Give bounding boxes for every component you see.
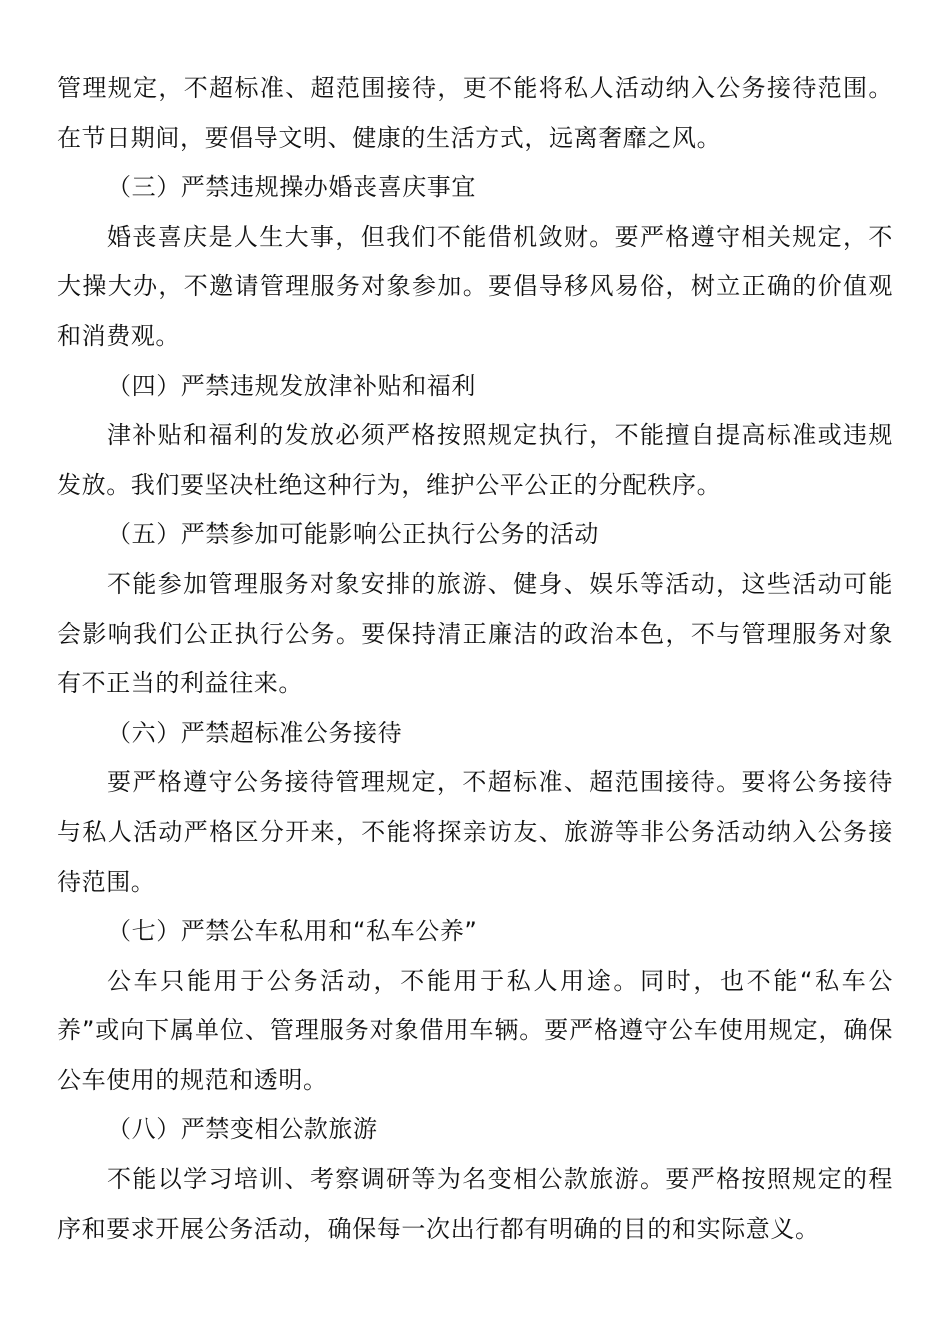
section-heading-6: （六）严禁超标准公务接待 <box>107 718 403 747</box>
section-heading-3: （三）严禁违规操办婚丧喜庆事宜 <box>107 173 476 202</box>
section-body-7: 公车只能用于公务活动，不能用于私人用途。同时，也不能“私车公养”或向下属单位、管理服务对象借用车辆。要严格遵守公车使用规定，确保公车使用的规范和透明。 <box>57 966 893 1094</box>
section-body-3: 婚丧喜庆是人生大事，但我们不能借机敛财。要严格遵守相关规定，不大操大办，不邀请管理服务对象参加。要倡导移风易俗，树立正确的价值观和消费观。 <box>57 222 893 350</box>
section-body-4: 津补贴和福利的发放必须严格按照规定执行，不能擅自提高标准或违规发放。我们要坚决杜绝这种行为，维护公平公正的分配秩序。 <box>57 421 893 499</box>
intro-paragraph: 管理规定，不超标准、超范围接待，更不能将私人活动纳入公务接待范围。在节日期间，要倡导文明、健康的生活方式，远离奢靡之风。 <box>57 74 893 152</box>
section-heading-5: （五）严禁参加可能影响公正执行公务的活动 <box>107 520 599 549</box>
section-heading-4: （四）严禁违规发放津补贴和福利 <box>107 371 476 400</box>
document-page <box>57 64 893 1254</box>
section-body-5: 不能参加管理服务对象安排的旅游、健身、娱乐等活动，这些活动可能会影响我们公正执行公务。要保持清正廉洁的政治本色，不与管理服务对象有不正当的利益往来。 <box>57 569 893 698</box>
section-body-8: 不能以学习培训、考察调研等为名变相公款旅游。要严格按照规定的程序和要求开展公务活动，确保每一次出行都有明确的目的和实际意义。 <box>57 1165 893 1243</box>
section-heading-7: （七）严禁公车私用和“私车公养” <box>107 917 478 946</box>
section-heading-8: （八）严禁变相公款旅游 <box>107 1115 378 1144</box>
section-body-6: 要严格遵守公务接待管理规定，不超标准、超范围接待。要将公务接待与私人活动严格区分开来，不能将探亲访友、旅游等非公务活动纳入公务接待范围。 <box>57 768 893 896</box>
